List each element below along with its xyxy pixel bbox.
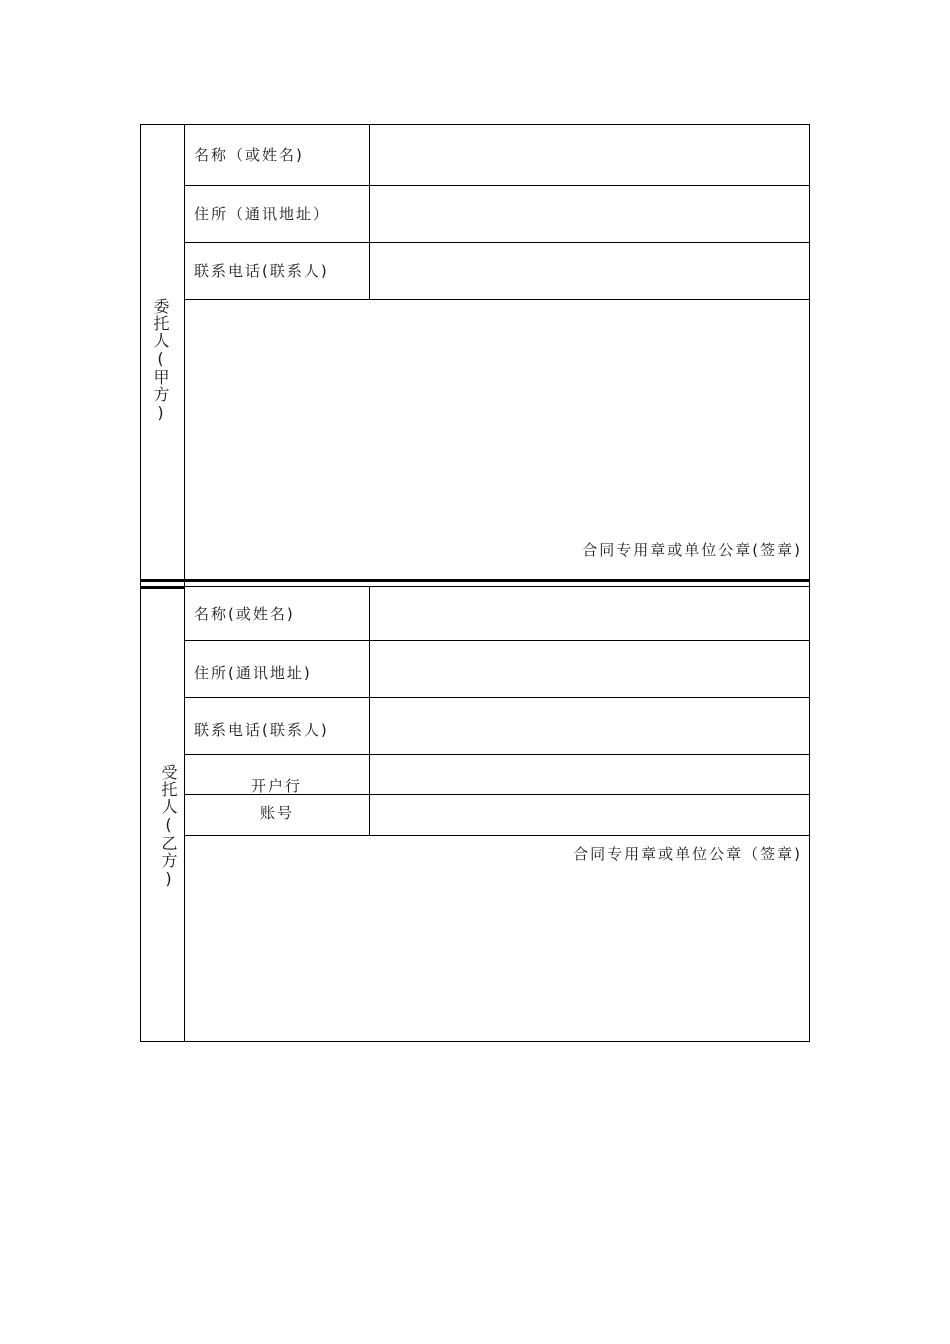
party-a-address-field[interactable] (370, 186, 809, 242)
party-a-title: 委托人(甲方) (151, 298, 170, 423)
party-b-address-field[interactable] (370, 641, 809, 697)
party-b-seal-area[interactable] (185, 836, 809, 1041)
party-b-account-field[interactable] (370, 795, 809, 835)
party-b-seal-label: 合同专用章或单位公章（签章) (573, 845, 802, 863)
party-a-seal-label: 合同专用章或单位公章(签章) (582, 541, 802, 559)
party-b-name-label: 名称(或姓名) (194, 605, 295, 623)
party-a-name-label: 名称（或姓名) (194, 146, 304, 164)
party-b-phone-label: 联系电话(联系人) (194, 721, 329, 739)
section-separator (184, 579, 810, 582)
party-a-phone-label: 联系电话(联系人) (194, 262, 329, 280)
party-b-title: 受托人(乙方) (159, 764, 178, 889)
party-a-name-field[interactable] (370, 125, 809, 185)
section-separator (140, 579, 184, 582)
party-b-bank-label: 开户行 (251, 777, 303, 795)
table-border-bottom (140, 1041, 810, 1042)
party-a-address-label: 住所（通讯地址） (194, 205, 331, 223)
party-b-bank-field[interactable] (370, 755, 809, 794)
party-b-name-field[interactable] (370, 587, 809, 640)
party-b-phone-field[interactable] (370, 698, 809, 754)
contract-party-table (140, 124, 810, 1042)
party-b-address-label: 住所(通讯地址) (194, 664, 312, 682)
party-a-phone-field[interactable] (370, 243, 809, 299)
party-a-seal-area[interactable] (185, 300, 809, 579)
table-border-right (809, 124, 810, 1042)
table-border-left (140, 124, 141, 1042)
section-separator (140, 586, 184, 589)
party-b-account-label: 账号 (260, 804, 295, 822)
